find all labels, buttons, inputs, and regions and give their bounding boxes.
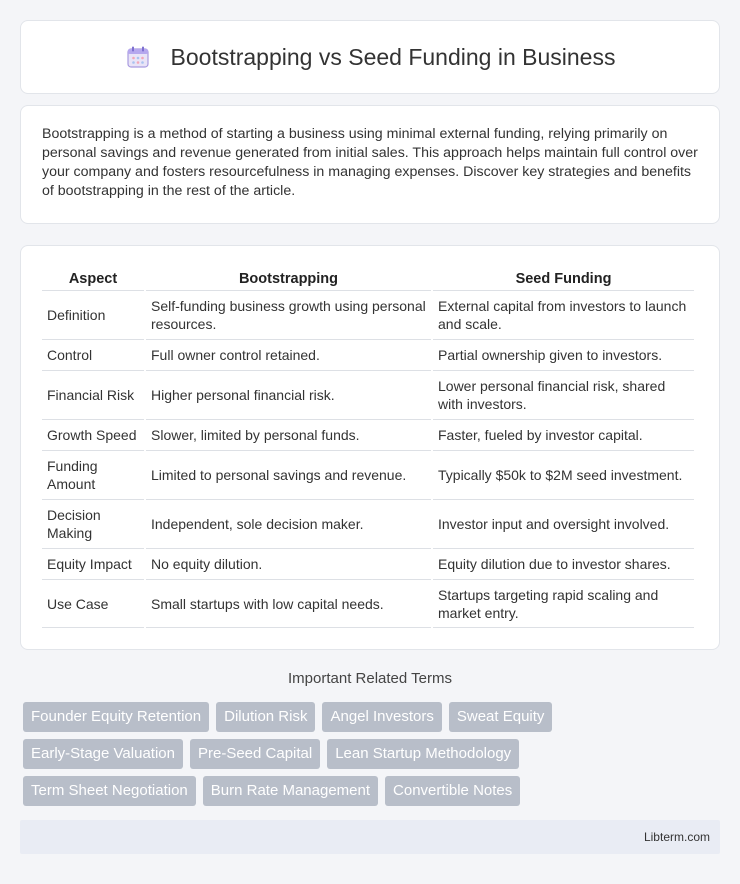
- table-row: [42, 290, 694, 339]
- related-term-tag[interactable]: Dilution Risk: [216, 702, 315, 732]
- bootstrapping-cell: Small startups with low capital needs.: [146, 579, 431, 628]
- calendar-icon: [125, 44, 151, 70]
- seed-funding-cell: Investor input and oversight involved.: [433, 499, 694, 548]
- aspect-cell: Growth Speed: [42, 419, 144, 450]
- related-term-tag[interactable]: Sweat Equity: [449, 702, 553, 732]
- related-terms-list: [23, 702, 723, 813]
- related-term-tag[interactable]: Lean Startup Methodology: [327, 739, 519, 769]
- seed-funding-cell: Equity dilution due to investor shares.: [433, 548, 694, 579]
- bootstrapping-cell: Full owner control retained.: [146, 339, 431, 370]
- aspect-cell: Equity Impact: [42, 548, 144, 579]
- table-row: [42, 499, 694, 548]
- bootstrapping-cell: No equity dilution.: [146, 548, 431, 579]
- intro-card: [20, 105, 720, 224]
- footer: [20, 820, 720, 854]
- seed-funding-cell: Startups targeting rapid scaling and market entry.: [433, 579, 694, 628]
- table-body: [42, 290, 694, 628]
- bootstrapping-cell: Higher personal financial risk.: [146, 370, 431, 419]
- header-card: [20, 20, 720, 94]
- related-term-tag[interactable]: Burn Rate Management: [203, 776, 378, 806]
- bootstrapping-cell: Independent, sole decision maker.: [146, 499, 431, 548]
- column-header-seed-funding: Seed Funding: [515, 271, 612, 287]
- seed-funding-cell: Typically $50k to $2M seed investment.: [433, 450, 694, 499]
- table-header-row: [42, 266, 694, 290]
- related-term-tag[interactable]: Founder Equity Retention: [23, 702, 209, 732]
- seed-funding-cell: External capital from investors to launch and scale.: [433, 290, 694, 339]
- aspect-cell: Definition: [42, 290, 144, 339]
- table-row: [42, 419, 694, 450]
- footer-brand[interactable]: Libterm.com: [643, 830, 710, 844]
- seed-funding-cell: Faster, fueled by investor capital.: [433, 419, 694, 450]
- bootstrapping-cell: Limited to personal savings and revenue.: [146, 450, 431, 499]
- related-term-tag[interactable]: Angel Investors: [322, 702, 441, 732]
- aspect-cell: Decision Making: [42, 499, 144, 548]
- related-term-tag[interactable]: Convertible Notes: [385, 776, 520, 806]
- related-term-tag[interactable]: Term Sheet Negotiation: [23, 776, 196, 806]
- column-header-aspect: Aspect: [68, 271, 118, 287]
- related-term-tag[interactable]: Pre-Seed Capital: [190, 739, 320, 769]
- related-terms-title: Important Related Terms: [288, 670, 452, 687]
- table-row: [42, 370, 694, 419]
- table-row: [42, 450, 694, 499]
- comparison-table: [40, 266, 696, 628]
- seed-funding-cell: Partial ownership given to investors.: [433, 339, 694, 370]
- table-row: [42, 339, 694, 370]
- table-row: [42, 579, 694, 628]
- related-terms-row: [23, 776, 723, 806]
- bootstrapping-cell: Slower, limited by personal funds.: [146, 419, 431, 450]
- related-terms-row: [23, 702, 723, 732]
- intro-text: Bootstrapping is a method of starting a business using minimal external funding, relying primarily on personal savings and revenue generated from initial sales. This approach helps maintain full control over your company and fosters resourcefulness in managing expenses. Discover key strategies and benefits of bootstrapping in the rest of the article.: [42, 126, 698, 199]
- page-title: Bootstrapping vs Seed Funding in Business: [170, 43, 616, 70]
- column-header-bootstrapping: Bootstrapping: [238, 271, 339, 287]
- seed-funding-cell: Lower personal financial risk, shared with investors.: [433, 370, 694, 419]
- table-row: [42, 548, 694, 579]
- aspect-cell: Funding Amount: [42, 450, 144, 499]
- aspect-cell: Use Case: [42, 579, 144, 628]
- aspect-cell: Control: [42, 339, 144, 370]
- aspect-cell: Financial Risk: [42, 370, 144, 419]
- related-term-tag[interactable]: Early-Stage Valuation: [23, 739, 183, 769]
- comparison-table-card: [20, 245, 720, 650]
- related-terms-row: [23, 739, 723, 769]
- bootstrapping-cell: Self-funding business growth using personal resources.: [146, 290, 431, 339]
